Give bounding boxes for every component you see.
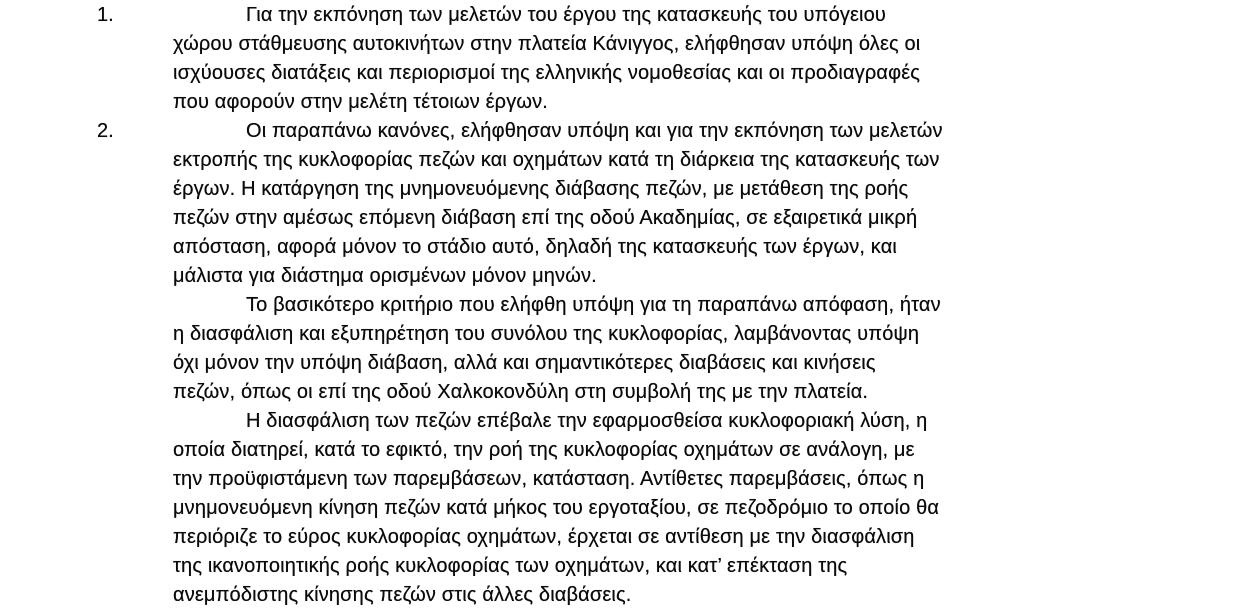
item-number: 2. xyxy=(97,120,114,142)
paragraph-2-line-4: μνημονευόμενη κίνηση πεζών κατά μήκος του εργοταξίου, σε πεζοδρόμιο το οποίο θα xyxy=(173,497,940,519)
item-1-line-4: που αφορούν στην μελέτη τέτοιων έργων. xyxy=(173,91,548,113)
item-2-line-3: έργων. Η κατάργηση της μνημονευόμενης διάβασης πεζών, με μετάθεση της ροής xyxy=(173,178,909,200)
paragraph-2-line-6: της ικανοποιητικής ροής κυκλοφορίας των οχημάτων, και κατ’ επέκταση της xyxy=(173,555,848,577)
paragraph-2-line-3: την προϋφιστάμενη των παρεμβάσεων, κατάσταση. Αντίθετες παρεμβάσεις, όπως η xyxy=(173,468,925,490)
paragraph-2-line-5: περιόριζε το εύρος κυκλοφορίας οχημάτων, έρχεται σε αντίθεση με την διασφάλιση xyxy=(173,526,915,548)
paragraph-1-line-1: Το βασικότερο κριτήριο που ελήφθη υπόψη για τη παραπάνω απόφαση, ήταν xyxy=(246,294,941,316)
item-1-line-2: χώρου στάθμευσης αυτοκινήτων στην πλατεία Κάνιγγος, ελήφθησαν υπόψη όλες οι xyxy=(173,33,921,55)
item-2-line-4: πεζών στην αμέσως επόμενη διάβαση επί της οδού Ακαδημίας, σε εξαιρετικά μικρή xyxy=(173,207,918,229)
item-2-line-1: Οι παραπάνω κανόνες, ελήφθησαν υπόψη και για την εκπόνηση των μελετών xyxy=(246,120,943,142)
paragraph-2-line-2: οποία διατηρεί, κατά το εφικτό, την ροή της κυκλοφορίας οχημάτων σε ανάλογη, με xyxy=(173,439,915,461)
paragraph-1-line-3: όχι μόνον την υπόψη διάβαση, αλλά και σημαντικότερες διαβάσεις και κινήσεις xyxy=(173,352,876,374)
paragraph-1-line-4: πεζών, όπως οι επί της οδού Χαλκοκονδύλη στη συμβολή της με την πλατεία. xyxy=(173,381,869,403)
item-1-line-3: ισχύουσες διατάξεις και περιορισμοί της ελληνικής νομοθεσίας και οι προδιαγραφές xyxy=(173,62,921,84)
item-number: 1. xyxy=(97,4,114,26)
item-2-line-5: απόσταση, αφορά μόνον το στάδιο αυτό, δηλαδή της κατασκευής των έργων, και xyxy=(173,236,898,258)
paragraph-2-line-7: ανεμπόδιστης κίνησης πεζών στις άλλες διαβάσεις. xyxy=(173,584,632,606)
item-2-line-6: μάλιστα για διάστημα ορισμένων μόνον μηνών. xyxy=(173,265,597,287)
paragraph-1-line-2: η διασφάλιση και εξυπηρέτηση του συνόλου της κυκλοφορίας, λαμβάνοντας υπόψη xyxy=(173,323,920,345)
item-1-line-1: Για την εκπόνηση των μελετών του έργου της κατασκευής του υπόγειου xyxy=(246,4,887,26)
item-2-line-2: εκτροπής της κυκλοφορίας πεζών και οχημάτων κατά τη διάρκεια της κατασκευής των xyxy=(173,149,940,171)
paragraph-2-line-1: Η διασφάλιση των πεζών επέβαλε την εφαρμοσθείσα κυκλοφοριακή λύση, η xyxy=(246,410,928,432)
